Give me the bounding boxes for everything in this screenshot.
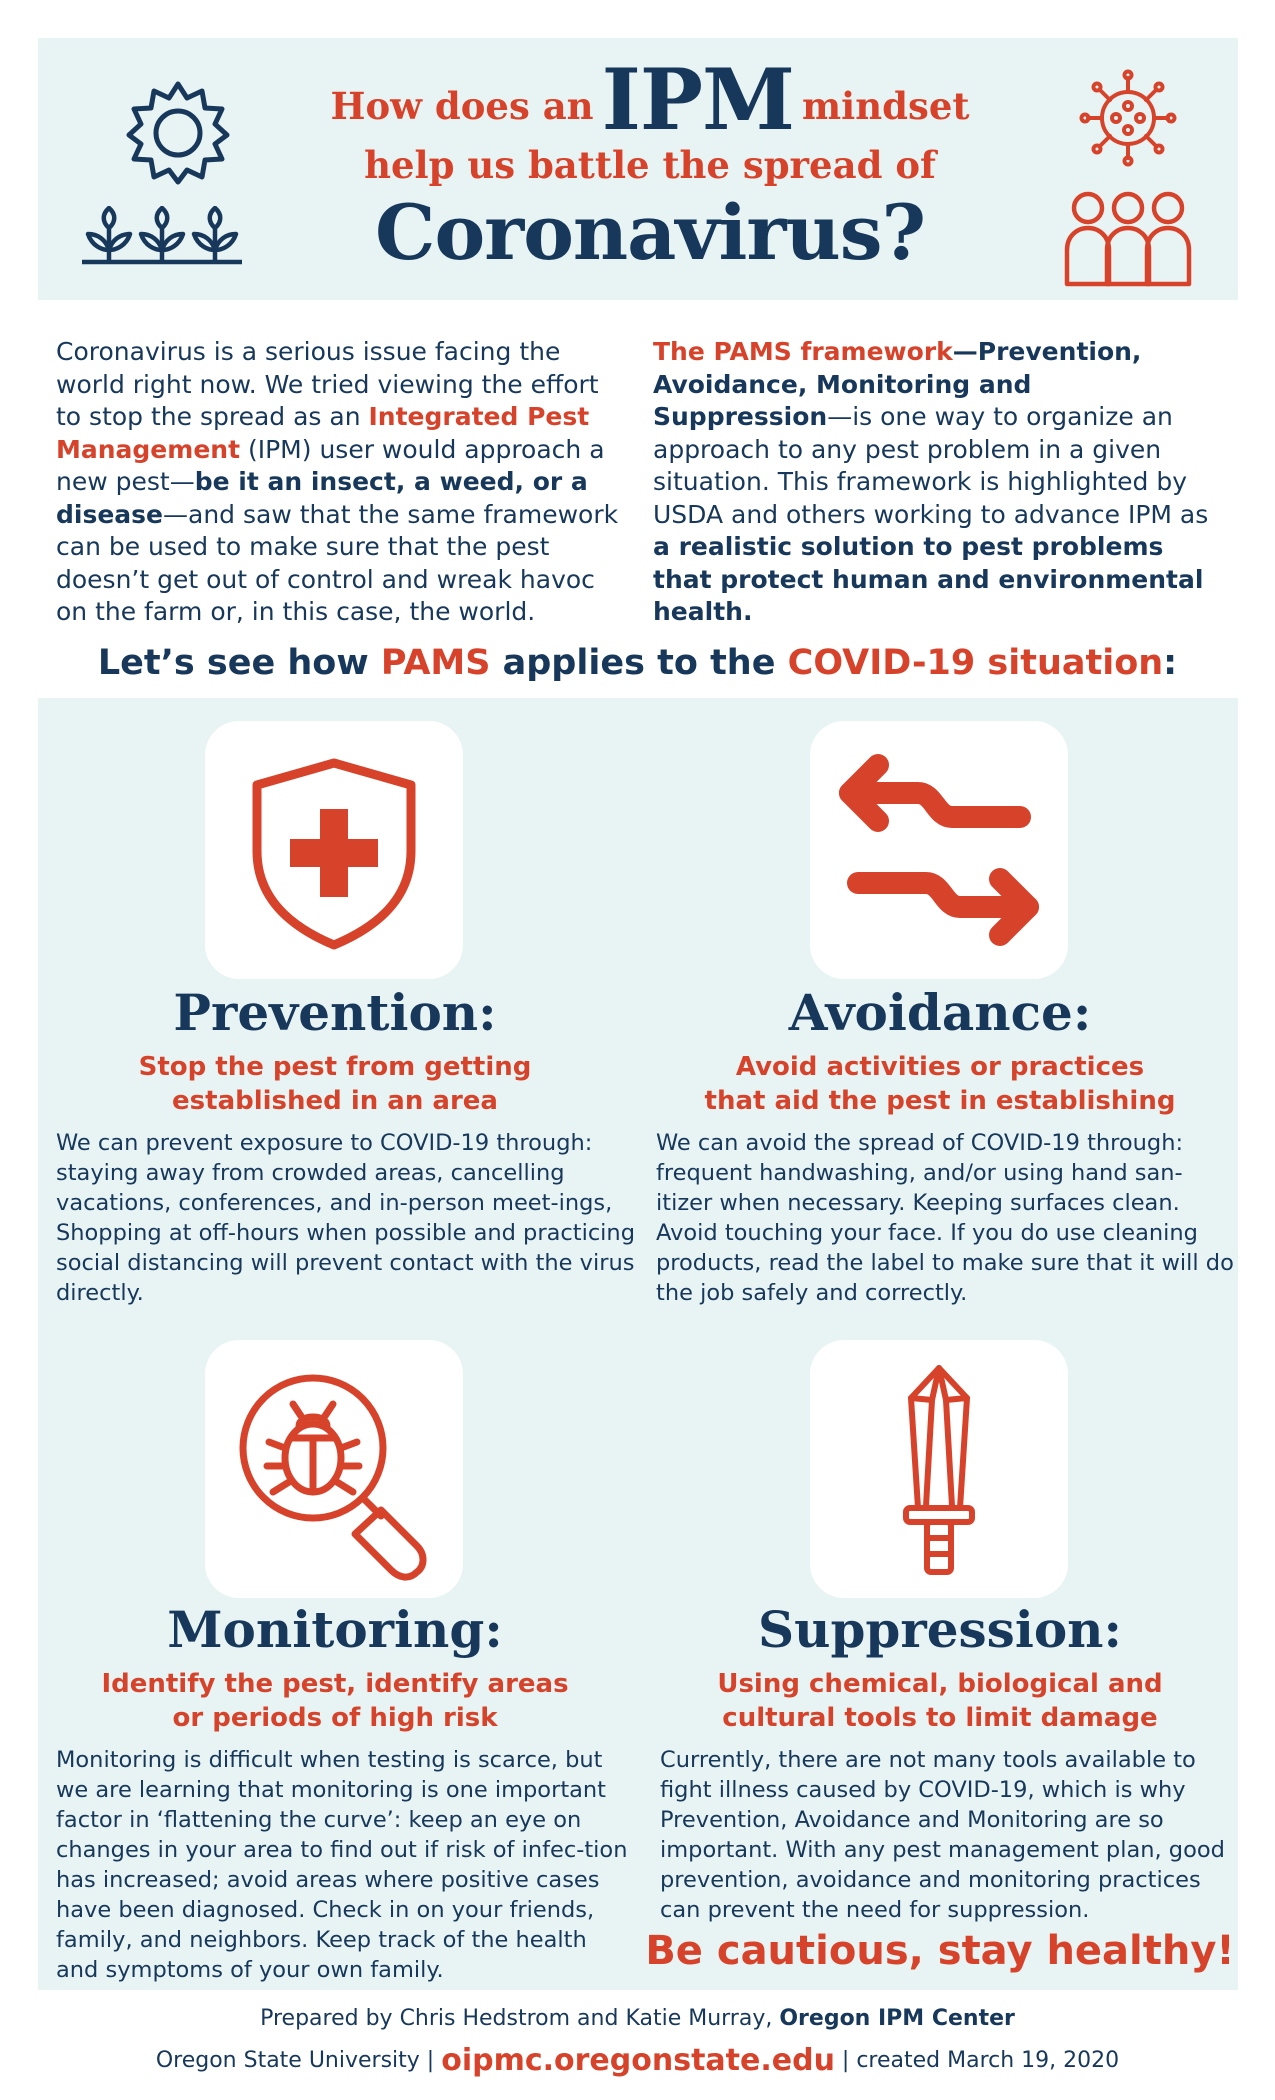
suppression-title: Suppression: (758, 1600, 1122, 1659)
footer-university: Oregon State University | (155, 2048, 442, 2073)
intro-right-paragraph (653, 336, 1213, 629)
monitoring-subtitle (55, 1667, 615, 1735)
shield-cross-icon (205, 721, 463, 979)
title-pre: How does an (330, 84, 594, 128)
suppression-body: Currently, there are not many tools available to fight illness caused by COVID-19, which is why Prevention, Avoidance and Monitoring are so important. With any pest management plan, good prevention, avoidance and monitoring practices can prevent the need for suppression. (660, 1747, 1225, 1923)
heading-covid: COVID-19 situation (787, 643, 1164, 683)
heading-text: : (1163, 643, 1178, 683)
prevention-body: We can prevent exposure to COVID-19 through: staying away from crowded areas, cancelling vacations, conferences, and in-person meet-ings, Shopping at off-hours when possible and practicing social distancing will prevent contact with the virus directly. (56, 1130, 635, 1306)
suppression-icon-box (810, 1340, 1068, 1598)
heading-text: Let’s see how (97, 643, 381, 683)
footer-url-link[interactable]: oipmc.oregonstate.edu (441, 2043, 835, 2078)
monitoring-body: Monitoring is difficult when testing is scarce, but we are learning that monitoring is one important factor in ‘flattening the curve’: keep an eye on changes in your area to find out if risk of infec-tion has increased; avoid areas where positive cases have been diagnosed. Check in on your friends, family, and neighbors. Keep track of the health and symptoms of your own family. (56, 1747, 628, 1983)
prevention-subtitle (55, 1050, 615, 1118)
footer-credits (0, 2006, 1275, 2031)
section-heading (0, 643, 1275, 683)
people-icon (1063, 188, 1193, 288)
title-post: mindset (802, 84, 970, 128)
header-banner (38, 38, 1238, 300)
monitoring-subtitle-line: Identify the pest, identify areas (101, 1669, 569, 1699)
avoidance-title: Avoidance: (788, 983, 1092, 1042)
avoidance-body: We can avoid the spread of COVID-19 through: frequent handwashing, and/or using hand san-itizer when necessary. Keeping surfaces clean. Avoid touching your face. If you do use cleaning products, read the label to make sure that it will do the job safely and correctly. (656, 1130, 1234, 1306)
avoidance-subtitle-line: that aid the pest in establishing (704, 1086, 1176, 1116)
footer-org: Oregon IPM Center (779, 2006, 1015, 2031)
virus-icon (1078, 68, 1178, 168)
plants-icon (82, 206, 242, 266)
title-line-2: help us battle the spread of (364, 143, 936, 187)
avoidance-icon-box (810, 721, 1068, 979)
heading-text: applies to the (490, 643, 788, 683)
intro-right-bold: a realistic solution to pest problems that protect human and environmental health. (653, 532, 1204, 626)
intro-left-ipm-highlight: Integrated Pest Management (56, 402, 590, 464)
title-coronavirus: Coronavirus? (374, 188, 926, 277)
intro-left-bold: be it an insect, a weed, or a disease (56, 467, 588, 529)
title-line-1 (270, 50, 1030, 149)
prevention-subtitle-line: Stop the pest from getting (138, 1052, 532, 1082)
suppression-subtitle-line: Using chemical, biological and (717, 1669, 1163, 1699)
intro-left-text: —and saw that the same framework can be used to make sure that the pest doesn’t get out of control and wreak havoc on the farm or, in this case, the world. (56, 499, 619, 626)
monitoring-title: Monitoring: (167, 1600, 503, 1659)
avoidance-subtitle-line: Avoid activities or practices (735, 1052, 1145, 1082)
suppression-subtitle (660, 1667, 1220, 1735)
intro-right-bold: —Prevention, Avoidance, Monitoring and Suppression (653, 337, 1142, 431)
pams-framework-highlight: The PAMS framework (653, 337, 953, 366)
sword-icon (810, 1340, 1068, 1598)
intro-left-text: (IPM) user would approach a new pest— (56, 434, 605, 496)
sun-icon (123, 78, 233, 188)
footer-created: | created March 19, 2020 (834, 2048, 1120, 2073)
intro-left-paragraph (56, 336, 624, 629)
intro-left-text: Coronavirus is a serious issue facing the world right now. We tried viewing the effort to stop the spread as an (56, 337, 599, 431)
suppression-subtitle-line: cultural tools to limit damage (722, 1703, 1158, 1733)
magnifier-bug-icon (205, 1340, 463, 1598)
closing-message: Be cautious, stay healthy! (645, 1928, 1235, 1974)
prevention-title: Prevention: (173, 983, 497, 1042)
monitoring-subtitle-line: or periods of high risk (172, 1703, 498, 1733)
title-ipm: IPM (601, 50, 795, 149)
avoidance-subtitle (660, 1050, 1220, 1118)
footer-info (0, 2043, 1275, 2078)
prevention-icon-box (205, 721, 463, 979)
monitoring-icon-box (205, 1340, 463, 1598)
intro-right-text: —is one way to organize an approach to any pest problem in a given situation. This framework is highlighted by USDA and others working to advance IPM as (653, 402, 1209, 529)
heading-pams: PAMS (380, 643, 491, 683)
swap-arrows-icon (810, 721, 1068, 979)
footer-prepared: Prepared by Chris Hedstrom and Katie Murray, (260, 2006, 780, 2031)
prevention-subtitle-line: established in an area (172, 1086, 498, 1116)
